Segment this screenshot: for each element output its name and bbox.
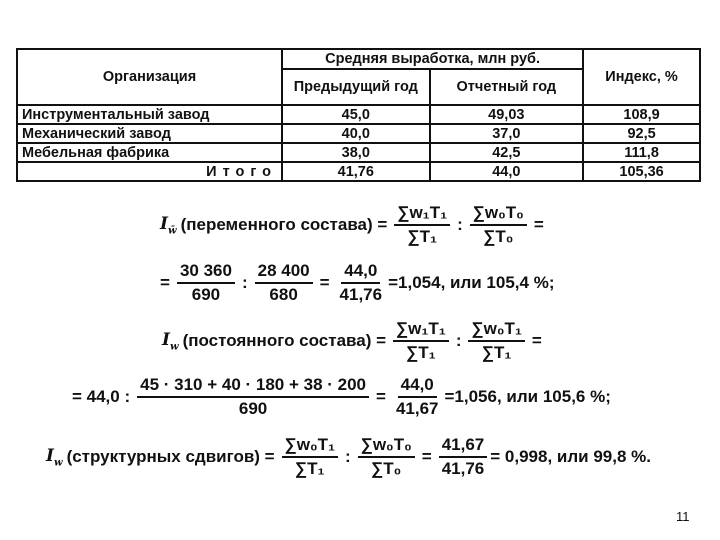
- fraction: $\frac{\text{∑w₀T₁}}{\text{∑T₁}}$: [282, 434, 338, 480]
- table-total-row: [17, 162, 700, 181]
- table-row: [17, 124, 700, 143]
- result: = 0,998, или 99,8 %.: [490, 447, 651, 466]
- row-name: Мебельная фабрика: [17, 143, 282, 162]
- total-label: Итого: [17, 162, 282, 181]
- row-index: 92,5: [583, 124, 700, 143]
- index-symbol: $I_w$: [46, 445, 63, 469]
- row-cur: 37,0: [430, 124, 584, 143]
- fraction: $\frac{44,0}{41,67}$: [395, 375, 439, 418]
- fraction: $\frac{30 360}{690}$: [177, 260, 235, 306]
- total-prev: 41,76: [282, 162, 429, 181]
- formula-structural-shifts: $I_w$ (структурных сдвигов) = $\frac{\text{∑w₀T₁}}{\text{∑T₁}}$ : $\frac{\text{∑w₀T₀}}{\text{∑T₀}}$ = $\frac{41,67}{41,76}$ = 0,998, или 99,8 %.: [46, 435, 651, 478]
- output-table: [16, 48, 701, 182]
- result: =1,054, или 105,4 %;: [388, 273, 555, 292]
- header-avg-output: Средняя выработка, млн руб.: [282, 49, 583, 69]
- row-cur: 49,03: [430, 105, 584, 124]
- row-prev: 45,0: [282, 105, 429, 124]
- page-number: 11: [676, 509, 690, 524]
- fraction: $\frac{45 \cdot 310 + 40 \cdot 180 + 38 \cdot 200}{690}$: [137, 374, 369, 420]
- index-symbol: $I_{w̄}$: [160, 213, 177, 237]
- fraction: $\frac{44,0}{41,76}$: [339, 261, 383, 304]
- header-organization: Организация: [17, 49, 282, 105]
- row-index: 108,9: [583, 105, 700, 124]
- formula-variable-calc: = $\frac{30 360}{690}$ : $\frac{28 400}{680}$ = $\frac{44,0}{41,76}$ =1,054, или 105,4 %;: [160, 261, 555, 304]
- formula-variable-composition: $I_{w̄}$ (переменного состава) = $\frac{\text{∑w₁T₁}}{\text{∑T₁}}$ : $\frac{\text{∑w₀T₀}}{\text{∑T₀}}$ =: [160, 203, 544, 246]
- total-cur: 44,0: [430, 162, 584, 181]
- row-index: 111,8: [583, 143, 700, 162]
- index-symbol: $I_w$: [162, 329, 179, 353]
- row-name: Инструментальный завод: [17, 105, 282, 124]
- fraction: $\frac{\text{∑w₁T₁}}{\text{∑T₁}}$: [393, 318, 449, 364]
- fraction: $\frac{41,67}{41,76}$: [439, 434, 488, 480]
- formula-label: (переменного состава) =: [180, 215, 388, 234]
- table-row: [17, 143, 700, 162]
- row-cur: 42,5: [430, 143, 584, 162]
- formula-label: (структурных сдвигов) =: [66, 447, 275, 466]
- fraction: $\frac{\text{∑w₀T₀}}{\text{∑T₀}}$: [358, 434, 415, 480]
- result: =1,056, или 105,6 %;: [444, 387, 611, 406]
- row-prev: 40,0: [282, 124, 429, 143]
- row-prev: 38,0: [282, 143, 429, 162]
- total-index: 105,36: [583, 162, 700, 181]
- header-index: Индекс, %: [583, 49, 700, 105]
- table-header-row: [17, 49, 700, 69]
- formula-constant-calc: = 44,0 : $\frac{45 \cdot 310 + 40 \cdot 180 + 38 \cdot 200}{690}$ = $\frac{44,0}{41,67}$ =1,056, или 105,6 %;: [72, 375, 611, 418]
- table-row: [17, 105, 700, 124]
- fraction: $\frac{\text{∑w₀T₀}}{\text{∑T₀}}$: [470, 202, 527, 248]
- fraction: $\frac{\text{∑w₀T₁}}{\text{∑T₁}}$: [468, 318, 524, 364]
- formula-label: (постоянного состава) =: [182, 331, 387, 350]
- formula-constant-composition: $I_w$ (постоянного состава) = $\frac{\text{∑w₁T₁}}{\text{∑T₁}}$ : $\frac{\text{∑w₀T₁}}{\text{∑T₁}}$ =: [162, 319, 542, 362]
- fraction: $\frac{28 400}{680}$: [255, 260, 313, 306]
- header-current-year: Отчетный год: [430, 69, 584, 105]
- fraction: $\frac{\text{∑w₁T₁}}{\text{∑T₁}}$: [394, 202, 450, 248]
- row-name: Механический завод: [17, 124, 282, 143]
- header-previous-year: Предыдущий год: [282, 69, 429, 105]
